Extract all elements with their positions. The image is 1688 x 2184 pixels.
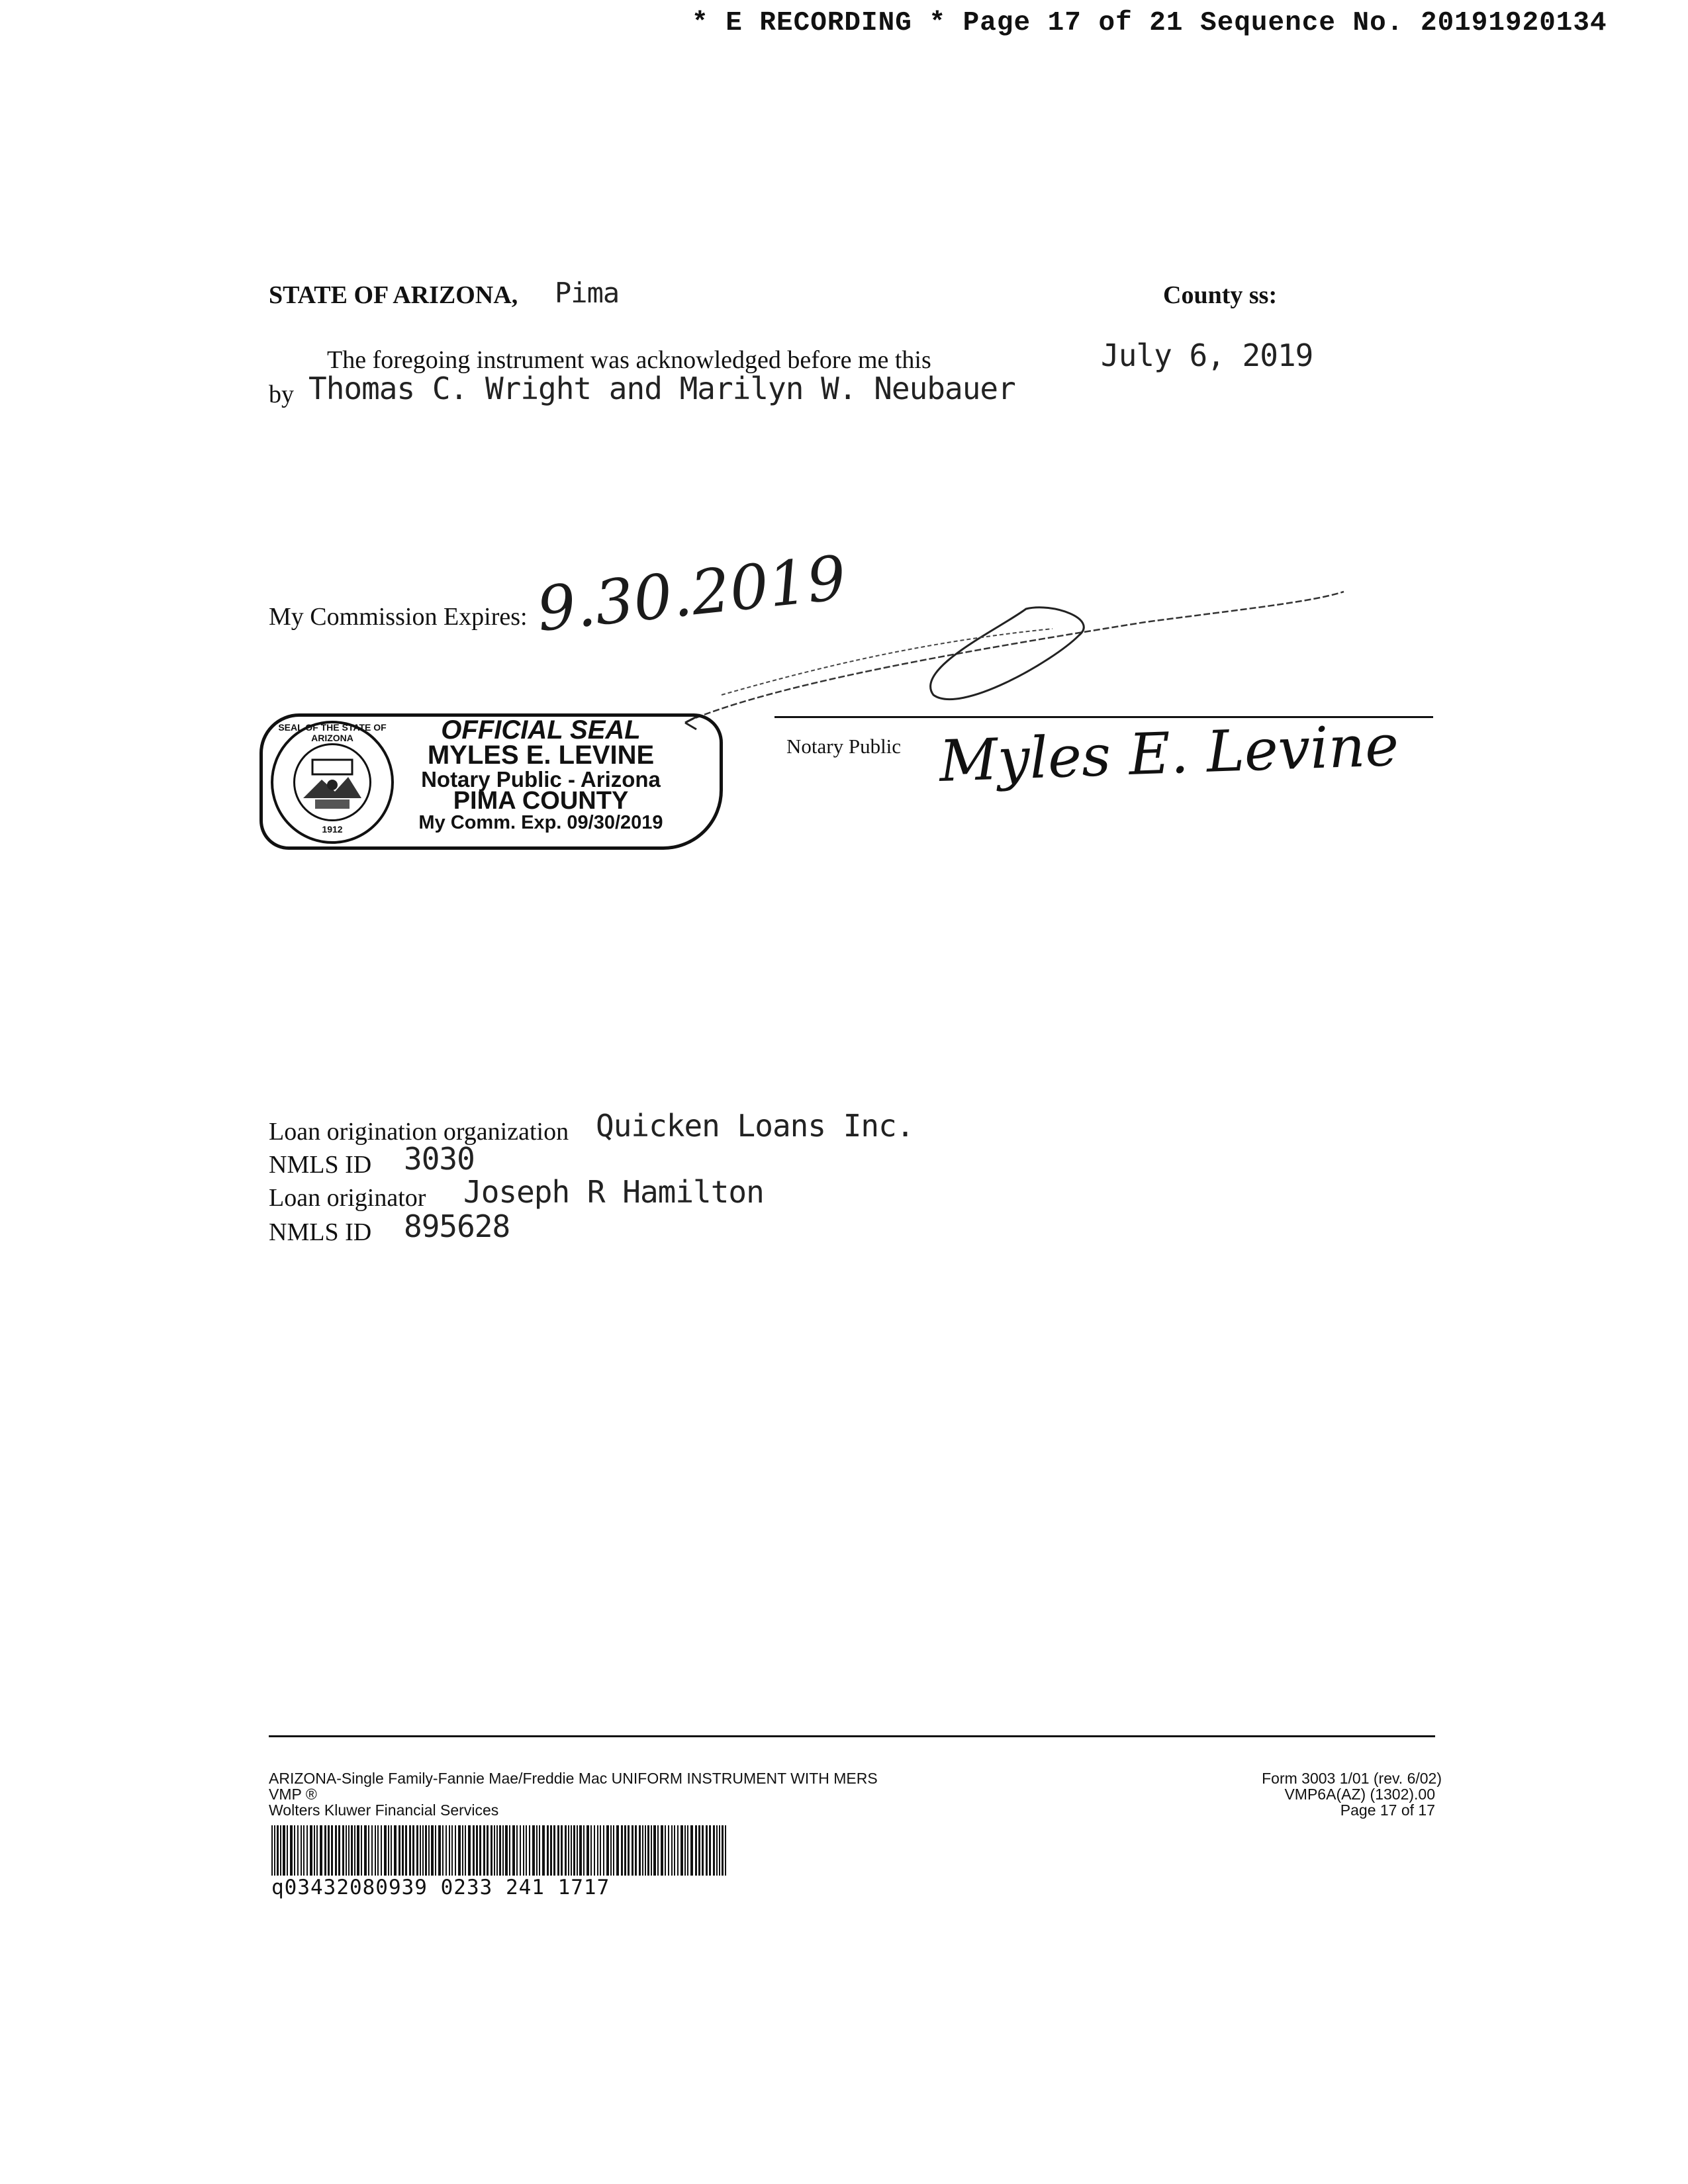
footer-form-number: Form 3003 1/01 (rev. 6/02) — [1262, 1770, 1442, 1787]
barcode-bar — [665, 1825, 666, 1876]
acknowledgment-date: July 6, 2019 — [1101, 338, 1313, 373]
barcode-bar — [462, 1825, 463, 1876]
barcode-bar — [399, 1825, 400, 1876]
footer-rule — [269, 1735, 1435, 1737]
barcode-bar — [645, 1825, 646, 1876]
barcode-bar — [610, 1825, 612, 1876]
footer-form-description: ARIZONA-Single Family-Fannie Mae/Freddie Mac UNIFORM INSTRUMENT WITH MERS — [269, 1770, 878, 1787]
barcode-bar — [695, 1825, 697, 1876]
barcode-bar — [310, 1825, 312, 1876]
barcode-bar — [550, 1825, 552, 1876]
barcode-bar — [271, 1825, 273, 1876]
barcode-bar — [483, 1825, 485, 1876]
barcode-bar — [536, 1825, 538, 1876]
barcode-bar — [616, 1825, 619, 1876]
barcode-bar — [277, 1825, 279, 1876]
barcode-bar — [394, 1825, 397, 1876]
barcode-bar — [354, 1825, 355, 1876]
barcode-bar — [603, 1825, 604, 1876]
notary-public-label: Notary Public — [786, 735, 902, 758]
footer-vmp: VMP ® — [269, 1786, 317, 1803]
barcode-bar — [351, 1825, 353, 1876]
loan-originator-value: Joseph R Hamilton — [463, 1174, 764, 1210]
barcode-bar — [280, 1825, 281, 1876]
barcode-bar — [668, 1825, 669, 1876]
barcode-bar — [571, 1825, 572, 1876]
official-seal — [259, 713, 723, 850]
barcode-bar — [698, 1825, 700, 1876]
commission-date-text: 9.30.2019 — [534, 542, 849, 645]
barcode-bar — [542, 1825, 545, 1876]
barcode-bar — [420, 1825, 421, 1876]
barcode-bar — [491, 1825, 492, 1876]
notary-signature — [933, 712, 1410, 814]
barcode-bar — [303, 1825, 305, 1876]
barcode-bar — [306, 1825, 308, 1876]
barcode-bar — [512, 1825, 515, 1876]
barcode-bar — [725, 1825, 726, 1876]
barcode-bar — [583, 1825, 585, 1876]
barcode-bar — [577, 1825, 578, 1876]
county-ss-label: County ss: — [1163, 281, 1278, 309]
barcode-bar — [661, 1825, 663, 1876]
recording-stamp: * E RECORDING * Page 17 of 21 Sequence No. 20191920134 — [692, 8, 1607, 38]
barcode-bar — [579, 1825, 582, 1876]
barcode-bar — [565, 1825, 567, 1876]
barcode-bar — [505, 1825, 508, 1876]
loan-org-value: Quicken Loans Inc. — [596, 1108, 914, 1144]
barcode-bar — [405, 1825, 407, 1876]
barcode-bar — [624, 1825, 626, 1876]
barcode-bar — [451, 1825, 453, 1876]
commission-expires-label: My Commission Expires: — [269, 603, 528, 631]
barcode-bar — [449, 1825, 450, 1876]
barcode-bar — [283, 1825, 285, 1876]
barcode-bar — [425, 1825, 427, 1876]
barcode-bar — [342, 1825, 344, 1876]
barcode — [271, 1825, 728, 1876]
org-nmls-value: 3030 — [404, 1141, 475, 1177]
org-nmls-label: NMLS ID — [269, 1151, 372, 1179]
barcode-bar — [671, 1825, 673, 1876]
barcode-bar — [653, 1825, 656, 1876]
barcode-bar — [606, 1825, 609, 1876]
barcode-bar — [346, 1825, 347, 1876]
loan-org-label: Loan origination organization — [269, 1118, 569, 1146]
signature-flourish — [682, 582, 1364, 728]
barcode-bar — [314, 1825, 315, 1876]
acknowledgment-statement: The foregoing instrument was acknowledged before me this — [327, 346, 931, 374]
barcode-bar — [590, 1825, 592, 1876]
barcode-bar — [529, 1825, 530, 1876]
barcode-bar — [716, 1825, 718, 1876]
notary-signature-text: Myles E. Levine — [938, 712, 1400, 795]
barcode-bar — [690, 1825, 693, 1876]
barcode-bar — [361, 1825, 362, 1876]
barcode-bar — [494, 1825, 495, 1876]
barcode-bar — [442, 1825, 444, 1876]
barcode-bar — [476, 1825, 478, 1876]
barcode-bar — [709, 1825, 711, 1876]
barcode-bar — [526, 1825, 527, 1876]
barcode-bar — [473, 1825, 475, 1876]
county-value: Pima — [555, 277, 620, 309]
barcode-bar — [635, 1825, 637, 1876]
barcode-bar — [287, 1825, 288, 1876]
barcode-bar — [553, 1825, 555, 1876]
barcode-bar — [301, 1825, 302, 1876]
seal-notary-title: Notary Public - Arizona — [421, 767, 661, 792]
barcode-bar — [468, 1825, 471, 1876]
seal-commission-expiry: My Comm. Exp. 09/30/2019 — [418, 812, 663, 833]
seal-ring-text: SEAL OF THE STATE OF ARIZONA — [278, 722, 387, 743]
barcode-bar — [320, 1825, 322, 1876]
barcode-bar — [523, 1825, 524, 1876]
barcode-bar — [438, 1825, 441, 1876]
barcode-bar — [375, 1825, 376, 1876]
barcode-bar — [594, 1825, 595, 1876]
barcode-bar — [422, 1825, 424, 1876]
barcode-bar — [674, 1825, 675, 1876]
barcode-bar — [539, 1825, 540, 1876]
barcode-bar — [368, 1825, 369, 1876]
barcode-bar — [465, 1825, 466, 1876]
barcode-bar — [335, 1825, 337, 1876]
barcode-bar — [388, 1825, 389, 1876]
state-label: STATE OF ARIZONA, — [269, 281, 518, 309]
barcode-bar — [557, 1825, 559, 1876]
barcode-bar — [294, 1825, 295, 1876]
barcode-bar — [479, 1825, 481, 1876]
footer-form-code: VMP6A(AZ) (1302).00 — [1284, 1786, 1435, 1803]
barcode-bar — [509, 1825, 510, 1876]
barcode-bar — [684, 1825, 686, 1876]
barcode-bar — [357, 1825, 359, 1876]
barcode-bar — [409, 1825, 411, 1876]
seal-county: PIMA COUNTY — [453, 787, 629, 815]
barcode-bar — [706, 1825, 708, 1876]
barcode-bar — [651, 1825, 652, 1876]
barcode-bar — [597, 1825, 598, 1876]
barcode-bar — [719, 1825, 720, 1876]
barcode-bar — [502, 1825, 504, 1876]
originator-nmls-value: 895628 — [404, 1208, 510, 1244]
barcode-bar — [364, 1825, 367, 1876]
barcode-bar — [600, 1825, 601, 1876]
barcode-bar — [381, 1825, 382, 1876]
state-seal-emblem — [271, 721, 394, 844]
barcode-bar — [680, 1825, 683, 1876]
seal-inner-ring — [293, 743, 371, 821]
seal-notary-name: MYLES E. LEVINE — [427, 741, 655, 770]
barcode-bar — [713, 1825, 715, 1876]
footer-page-number: Page 17 of 17 — [1340, 1801, 1435, 1819]
barcode-bar — [428, 1825, 430, 1876]
barcode-bar — [435, 1825, 436, 1876]
barcode-bar — [516, 1825, 518, 1876]
barcode-bar — [568, 1825, 569, 1876]
barcode-bar — [613, 1825, 614, 1876]
barcode-bar — [377, 1825, 379, 1876]
barcode-bar — [496, 1825, 498, 1876]
barcode-bar — [316, 1825, 318, 1876]
barcode-bar — [274, 1825, 275, 1876]
barcode-bar — [639, 1825, 641, 1876]
barcode-bar — [324, 1825, 326, 1876]
barcode-bar — [371, 1825, 373, 1876]
barcode-bar — [547, 1825, 549, 1876]
footer-publisher: Wolters Kluwer Financial Services — [269, 1801, 499, 1819]
barcode-bar — [687, 1825, 688, 1876]
barcode-bar — [586, 1825, 589, 1876]
barcode-bar — [657, 1825, 659, 1876]
barcode-bar — [391, 1825, 392, 1876]
barcode-bar — [338, 1825, 340, 1876]
barcode-bar — [573, 1825, 575, 1876]
barcode-bar — [561, 1825, 563, 1876]
barcode-bar — [458, 1825, 461, 1876]
seal-year: 1912 — [322, 824, 343, 835]
barcode-bar — [328, 1825, 330, 1876]
barcode-bar — [532, 1825, 535, 1876]
barcode-bar — [412, 1825, 414, 1876]
barcode-bar — [722, 1825, 724, 1876]
barcode-bar — [520, 1825, 521, 1876]
barcode-bar — [628, 1825, 630, 1876]
barcode-bar — [455, 1825, 456, 1876]
barcode-digits: q03432080939 0233 241 1717 — [271, 1876, 610, 1899]
barcode-bar — [677, 1825, 679, 1876]
by-label: by — [269, 381, 294, 408]
barcode-bar — [297, 1825, 299, 1876]
barcode-bar — [348, 1825, 350, 1876]
seal-title: OFFICIAL SEAL — [441, 715, 641, 745]
signers-names: Thomas C. Wright and Marilyn W. Neubauer — [308, 371, 1015, 406]
barcode-bar — [621, 1825, 623, 1876]
barcode-bar — [632, 1825, 633, 1876]
barcode-bar — [384, 1825, 387, 1876]
barcode-bar — [402, 1825, 404, 1876]
barcode-bar — [642, 1825, 643, 1876]
barcode-bar — [416, 1825, 418, 1876]
barcode-bar — [702, 1825, 704, 1876]
originator-nmls-label: NMLS ID — [269, 1218, 372, 1246]
barcode-bar — [290, 1825, 293, 1876]
loan-originator-label: Loan originator — [269, 1184, 426, 1212]
barcode-bar — [487, 1825, 489, 1876]
barcode-bar — [445, 1825, 447, 1876]
barcode-bar — [331, 1825, 333, 1876]
barcode-bar — [499, 1825, 501, 1876]
arizona-seal-icon — [295, 745, 369, 819]
barcode-bar — [431, 1825, 434, 1876]
barcode-bar — [647, 1825, 649, 1876]
